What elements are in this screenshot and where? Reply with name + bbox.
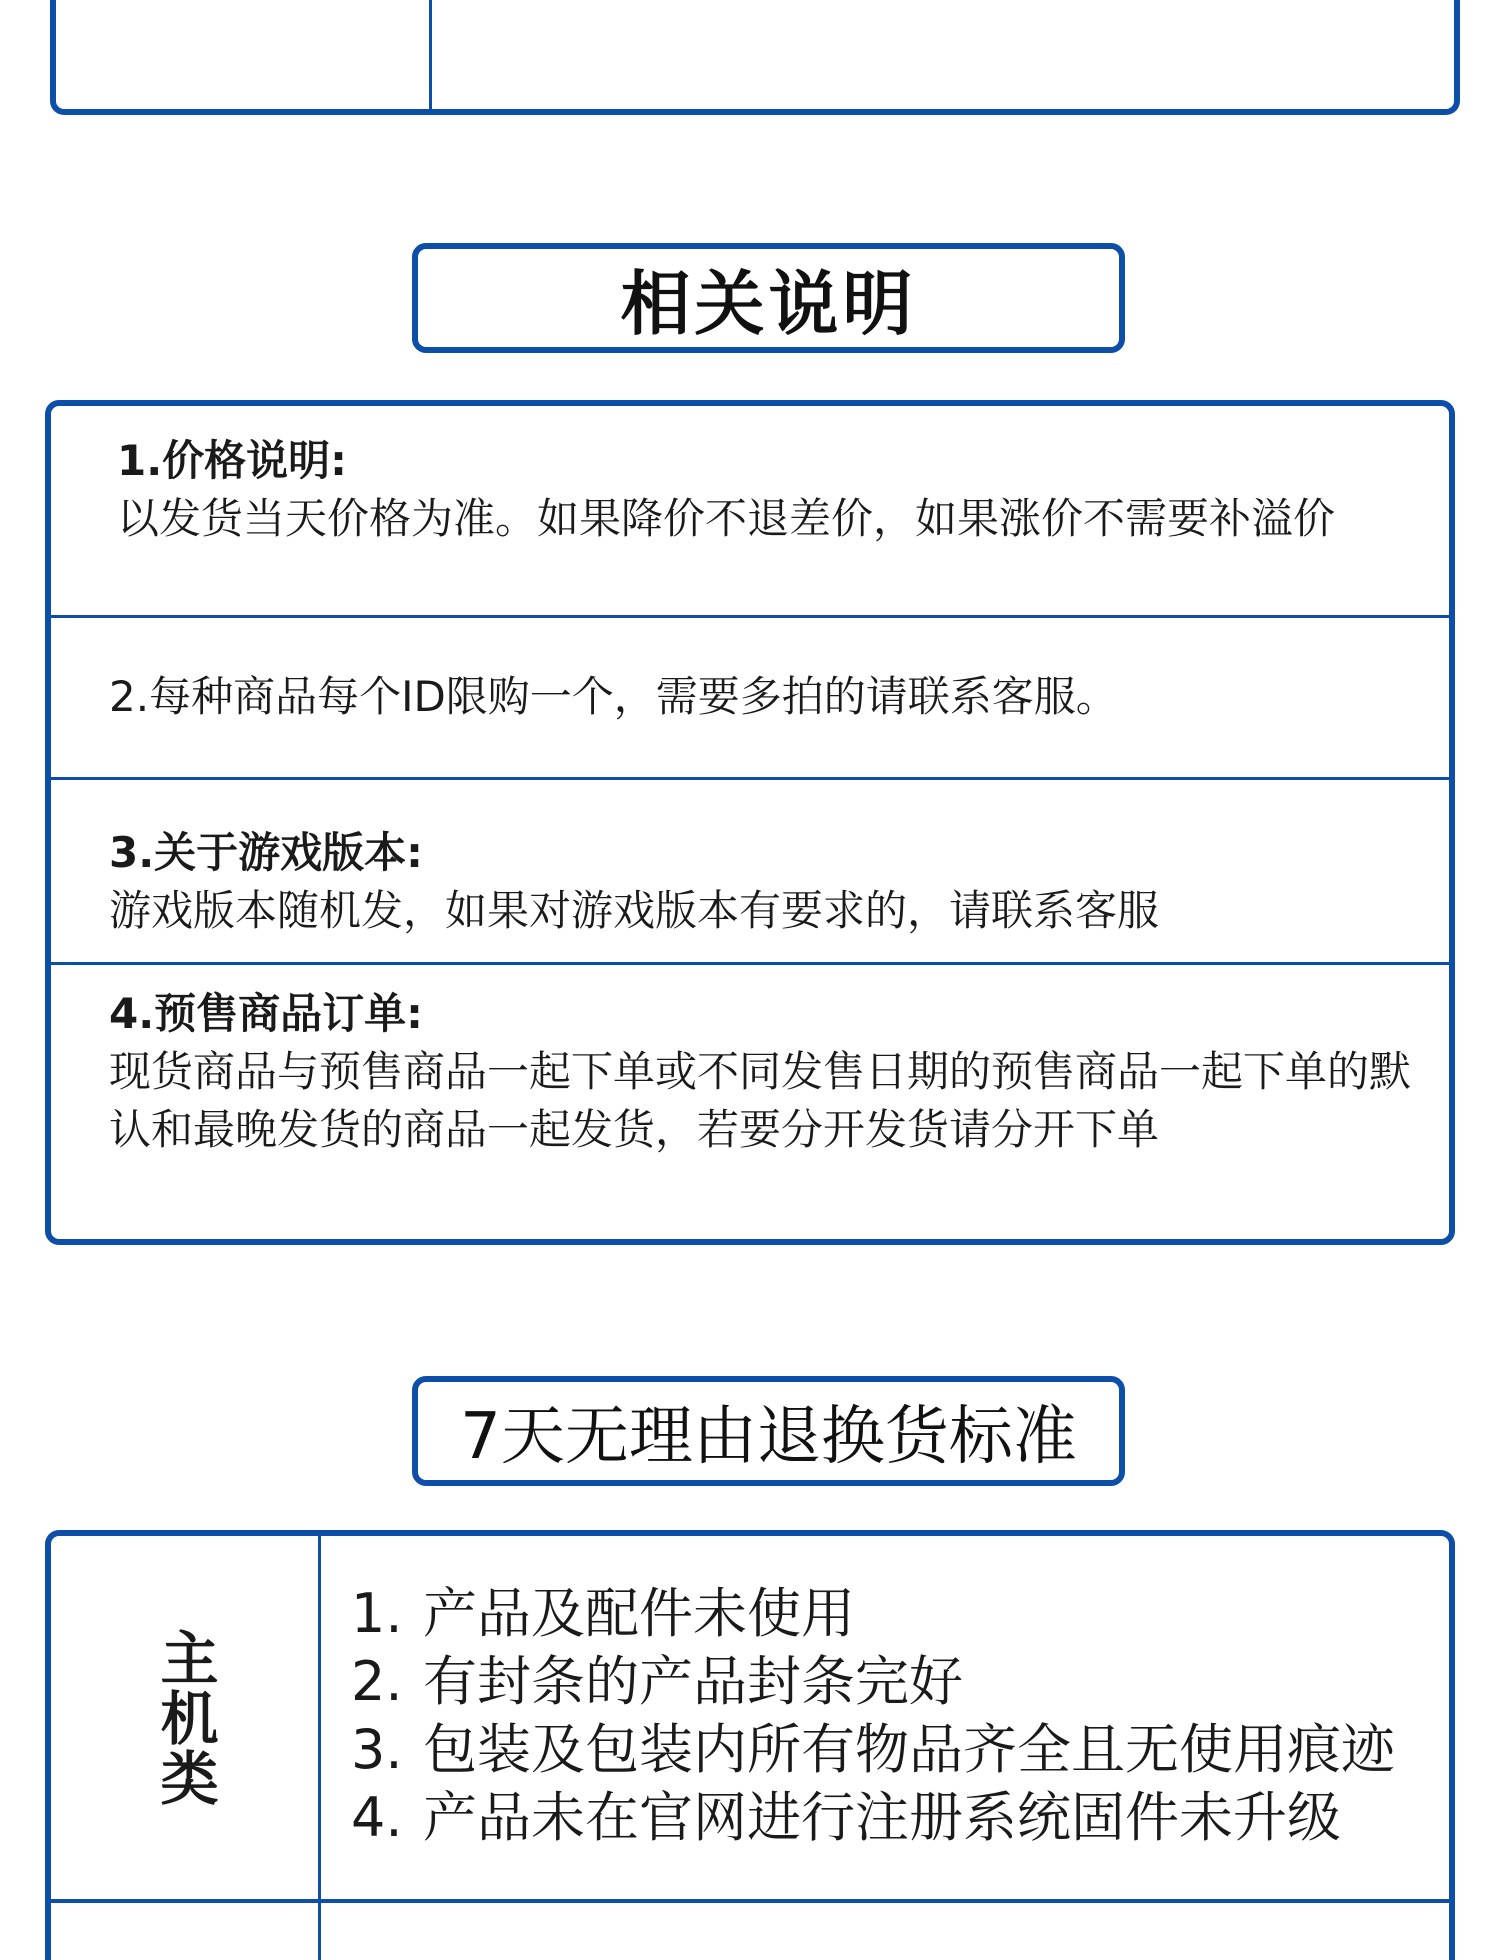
rule-number: 1. — [351, 1582, 403, 1645]
note-preorder — [51, 965, 1449, 1245]
list-item — [351, 1784, 1439, 1852]
list-item — [351, 1580, 1439, 1648]
note-purchase-limit — [51, 618, 1449, 780]
note-price — [51, 406, 1449, 618]
note-title: 3.关于游戏版本: — [109, 828, 423, 877]
rule-number: 2. — [351, 1650, 403, 1713]
return-rules-list — [351, 1580, 1439, 1852]
top-table-column-divider — [429, 0, 432, 109]
note-body: 以发货当天价格为准。如果降价不退差价，如果涨价不需要补溢价 — [117, 494, 1336, 543]
list-item — [351, 1716, 1439, 1784]
top-table-partial — [50, 0, 1460, 115]
rule-text: 产品及配件未使用 — [423, 1582, 855, 1645]
category-label: 主机类 — [150, 1627, 219, 1808]
rule-text: 有封条的产品封条完好 — [423, 1650, 963, 1713]
note-body: 现货商品与预售商品一起下单或不同发售日期的预售商品一起下单的默认和最晚发货的商品一起发货，若要分开发货请分开下单 — [109, 1047, 1412, 1154]
section-header-return-policy: 7天无理由退换货标准 — [412, 1376, 1125, 1486]
note-title: 1.价格说明: — [117, 436, 347, 485]
rule-number: 3. — [351, 1718, 403, 1781]
rule-text: 产品未在官网进行注册系统固件未升级 — [423, 1786, 1341, 1849]
section-header-related-notes: 相关说明 — [412, 243, 1125, 353]
note-body: 游戏版本随机发，如果对游戏版本有要求的，请联系客服 — [109, 886, 1160, 935]
rule-number: 4. — [351, 1786, 403, 1849]
list-item — [351, 1648, 1439, 1716]
category-cell — [51, 1536, 318, 1899]
return-table-column-divider — [318, 1536, 321, 1960]
return-table-row-divider — [51, 1899, 1449, 1903]
return-standards-table — [45, 1530, 1455, 1960]
note-game-version — [51, 780, 1449, 965]
note-title: 4.预售商品订单: — [109, 989, 423, 1038]
note-body: 2.每种商品每个ID限购一个，需要多拍的请联系客服。 — [109, 672, 1118, 721]
related-notes-box — [45, 400, 1455, 1245]
rule-text: 包装及包装内所有物品齐全且无使用痕迹 — [423, 1718, 1395, 1781]
